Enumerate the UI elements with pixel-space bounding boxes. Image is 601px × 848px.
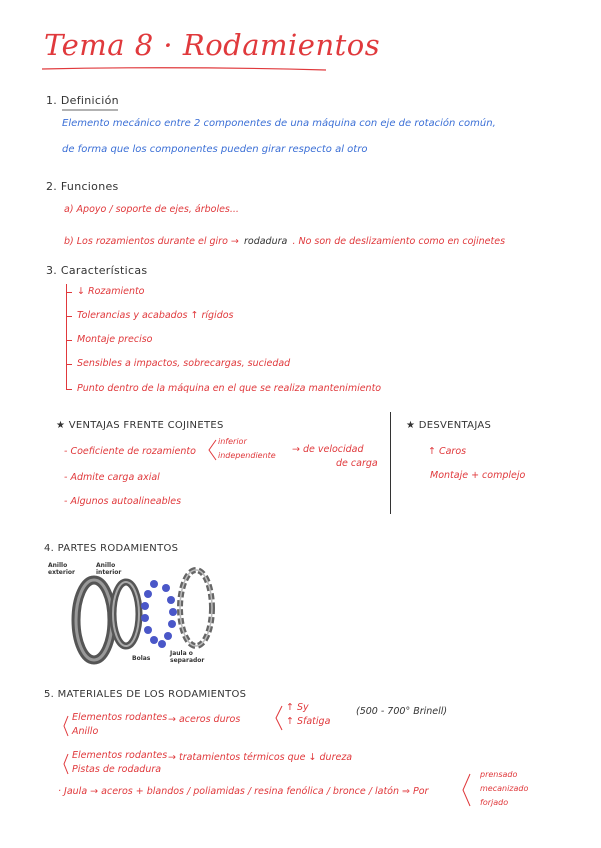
characteristic-item: Tolerancias y acabados ↑ rígidos xyxy=(77,310,234,321)
page-title: Tema 8 · Rodamientos xyxy=(44,28,381,62)
material-row1-fatigue: ↑ Sfatiga xyxy=(286,716,331,727)
function-b-rodadura: rodadura xyxy=(243,236,288,247)
tick xyxy=(66,316,72,317)
disadvantages-heading: ★ DESVENTAJAS xyxy=(406,420,492,431)
velocity-label: → de velocidad xyxy=(292,444,364,455)
tick xyxy=(66,364,72,365)
material-row2-treatments: → tratamientos térmicos que ↓ dureza xyxy=(168,752,353,763)
outer-ring-label: Anillo exterior xyxy=(48,562,75,576)
brace-icon xyxy=(62,752,70,776)
material-row1-rolling: Elementos rodantes xyxy=(72,712,168,723)
characteristic-item: ↓ Rozamiento xyxy=(77,286,145,297)
balls-label: Bolas xyxy=(132,655,151,662)
material-row2-raceways: Pistas de rodadura xyxy=(72,764,162,775)
definition-line-2: de forma que los componentes pueden girar respecto al otro xyxy=(62,144,368,155)
section-4-heading: 4. PARTES RODAMIENTOS xyxy=(44,543,179,554)
brace-icon xyxy=(62,714,70,738)
material-row2-rolling: Elementos rodantes xyxy=(72,750,168,761)
balls-icon xyxy=(141,580,177,648)
tick xyxy=(66,389,72,390)
disadvantage-assembly: Montaje + complejo xyxy=(430,470,526,481)
section-2-heading: 2. Funciones xyxy=(46,180,119,193)
function-b-rest: . No son de deslizamiento como en cojinetes xyxy=(292,236,506,247)
cage-label: Jaula o separador xyxy=(170,650,205,664)
brace-icon xyxy=(274,704,284,732)
function-a: a) Apoyo / soporte de ejes, árboles... xyxy=(64,204,239,215)
function-b xyxy=(64,229,505,248)
brace-bottom-label: independiente xyxy=(218,451,276,460)
load-label: de carga xyxy=(336,458,378,469)
material-row3-cage: · Jaula → aceros + blandos / poliamidas / resina fenólica / bronce / latón ⇒ Por xyxy=(58,786,429,797)
material-row1-steel: → aceros duros xyxy=(168,714,241,725)
characteristics-bracket xyxy=(66,284,67,390)
process-pressed: prensado xyxy=(480,770,518,779)
section-1-heading: 1. Definición xyxy=(46,94,119,107)
advantage-self-aligning: - Algunos autoalineables xyxy=(64,496,182,507)
brace-icon xyxy=(206,438,218,462)
process-machined: mecanizado xyxy=(480,784,529,793)
brace-icon xyxy=(460,772,472,808)
advantage-coefficient: - Coeficiente de rozamiento xyxy=(64,446,196,457)
process-forged: forjado xyxy=(480,798,509,807)
material-row1-brinell: (500 - 700° Brinell) xyxy=(356,706,448,717)
characteristic-item: Montaje preciso xyxy=(77,334,153,345)
column-divider xyxy=(390,412,391,514)
material-row1-ring: Anillo xyxy=(72,726,99,737)
definition-line-1: Elemento mecánico entre 2 componentes de una máquina con eje de rotación común, xyxy=(62,118,496,129)
tick xyxy=(66,340,72,341)
tick xyxy=(66,292,72,293)
advantage-axial: - Admite carga axial xyxy=(64,472,160,483)
section-1-underline xyxy=(62,108,120,112)
brace-top-label: inferior xyxy=(218,437,247,446)
section-5-heading: 5. MATERIALES DE LOS RODAMIENTOS xyxy=(44,689,247,700)
function-b-text: b) Los rozamientos durante el giro → xyxy=(64,236,239,247)
inner-ring-label: Anillo interior xyxy=(96,562,122,576)
title-underline xyxy=(40,66,330,72)
advantages-heading: ★ VENTAJAS FRENTE COJINETES xyxy=(56,420,224,431)
characteristic-item: Punto dentro de la máquina en el que se realiza mantenimiento xyxy=(77,383,382,394)
section-3-heading: 3. Características xyxy=(46,264,148,277)
material-row1-sy: ↑ Sy xyxy=(286,702,309,713)
disadvantage-expensive: ↑ Caros xyxy=(428,446,467,457)
characteristic-item: Sensibles a impactos, sobrecargas, suciedad xyxy=(77,358,291,369)
